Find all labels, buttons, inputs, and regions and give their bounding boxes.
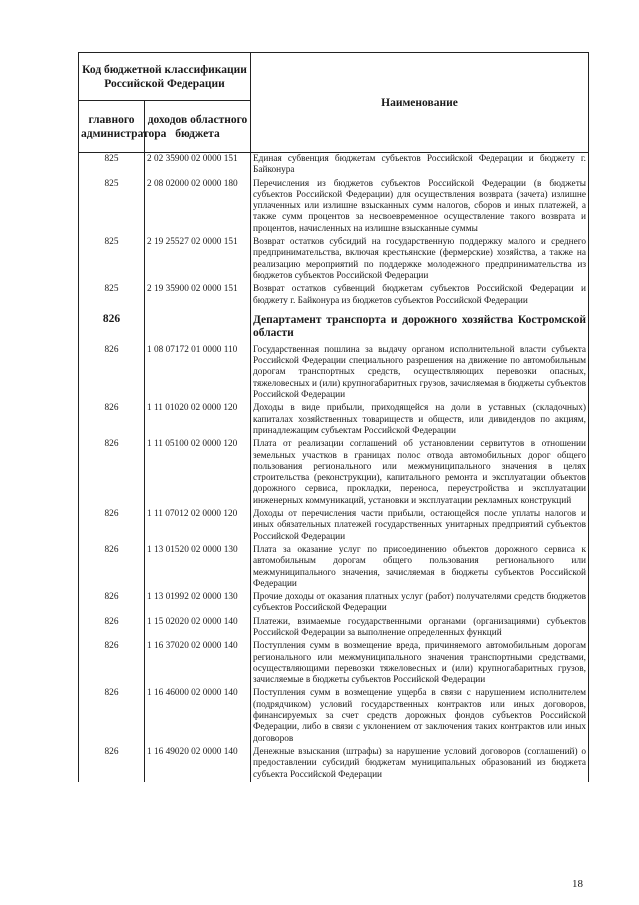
item-name: Перечисления из бюджетов субъектов Российской Федерации (в бюджеты субъектов Российской Федерации) для осуществления возврата (зачета) излишне уплаченных или излишне взысканных сумм налогов, сборов и иных платежей, а также сумм процентов за несвоевременное осуществление такого возврата и процентов, начисленных на излишне взысканные суммы xyxy=(251,178,589,236)
admin-code: 826 xyxy=(79,591,145,616)
item-name: Платежи, взимаемые государственными органами (организациями) субъектов Российской Федерации за выполнение определенных функций xyxy=(251,616,589,641)
income-code: 2 19 25527 02 0000 151 xyxy=(145,236,251,283)
income-code: 1 15 02020 02 0000 140 xyxy=(145,616,251,641)
page-number: 18 xyxy=(572,878,583,890)
income-code: 1 08 07172 01 0000 110 xyxy=(145,344,251,402)
admin-code: 825 xyxy=(79,178,145,236)
item-name: Возврат остатков субсидий на государственную поддержку малого и среднего предпринимательства, включая крестьянские (фермерские) хозяйства, а также на реализацию мероприятий по поддержке молодежного предпринимательства из бюджетов субъектов Российской Федерации xyxy=(251,236,589,283)
admin-code: 826 xyxy=(79,508,145,544)
income-code: 1 11 05100 02 0000 120 xyxy=(145,438,251,508)
table-row xyxy=(79,746,589,782)
table-row xyxy=(79,616,589,641)
admin-code: 826 xyxy=(79,746,145,782)
table-row xyxy=(79,591,589,616)
income-code: 1 11 01020 02 0000 120 xyxy=(145,402,251,438)
department-empty-cell xyxy=(145,308,251,344)
item-name: Прочие доходы от оказания платных услуг (работ) получателями средств бюджетов субъектов Российской Федерации xyxy=(251,591,589,616)
admin-code: 825 xyxy=(79,153,145,178)
table-row xyxy=(79,153,589,178)
item-name: Доходы от перечисления части прибыли, остающейся после уплаты налогов и иных обязательных платежей государственных унитарных предприятий субъектов Российской Федерации xyxy=(251,508,589,544)
admin-code: 826 xyxy=(79,402,145,438)
admin-code: 825 xyxy=(79,236,145,283)
item-name: Поступления сумм в возмещение вреда, причиняемого автомобильным дорогам регионального или межмуниципального значения транспортными средствами, осуществляющими перевозки тяжеловесных и (или) крупногабаритных грузов, зачисляемые в бюджеты субъектов Российской Федерации xyxy=(251,640,589,687)
admin-code: 825 xyxy=(79,283,145,308)
item-name: Денежные взыскания (штрафы) за нарушение условий договоров (соглашений) о предоставлении субсидий бюджетам муниципальных образований из бюджета субъекта Российской Федерации xyxy=(251,746,589,782)
header-group-title: Код бюджетной классификации Российской Федерации xyxy=(79,53,251,101)
department-name: Департамент транспорта и дорожного хозяйства Костромской области xyxy=(251,308,589,344)
table-header xyxy=(79,53,589,153)
table-row xyxy=(79,438,589,508)
income-code: 1 16 37020 02 0000 140 xyxy=(145,640,251,687)
income-code: 1 13 01520 02 0000 130 xyxy=(145,544,251,591)
income-code: 2 02 35900 02 0000 151 xyxy=(145,153,251,178)
item-name: Возврат остатков субвенций бюджетам субъектов Российской Федерации и бюджету г. Байконура из бюджетов субъектов Российской Федерации xyxy=(251,283,589,308)
admin-code: 826 xyxy=(79,344,145,402)
income-code: 1 16 46000 02 0000 140 xyxy=(145,687,251,745)
item-name: Плата за оказание услуг по присоединению объектов дорожного сервиса к автомобильным дорогам общего пользования регионального или межмуниципального значения, зачисляемая в бюджеты субъектов Российской Федерации xyxy=(251,544,589,591)
income-code: 2 08 02000 02 0000 180 xyxy=(145,178,251,236)
table-row xyxy=(79,544,589,591)
table-row xyxy=(79,687,589,745)
table-row xyxy=(79,508,589,544)
income-code: 1 13 01992 02 0000 130 xyxy=(145,591,251,616)
header-income: доходов областного бюджета xyxy=(145,101,251,153)
table-row xyxy=(79,402,589,438)
budget-code-table xyxy=(78,52,589,782)
income-code: 1 11 07012 02 0000 120 xyxy=(145,508,251,544)
table-row xyxy=(79,640,589,687)
item-name: Единая субвенция бюджетам субъектов Российской Федерации и бюджету г. Байконура xyxy=(251,153,589,178)
admin-code: 826 xyxy=(79,544,145,591)
admin-code: 826 xyxy=(79,438,145,508)
department-code: 826 xyxy=(79,308,145,344)
item-name: Плата от реализации соглашений об установлении сервитутов в отношении земельных участков в границах полос отвода автомобильных дорог общего пользования регионального или межмуниципального значения в целях строительства (реконструкции), капитального ремонта и эксплуатации объектов дорожного сервиса, прокладки, переноса, переустройства и эксплуатации инженерных коммуникаций, установки и эксплуатации рекламных конструкций xyxy=(251,438,589,508)
table-row xyxy=(79,283,589,308)
item-name: Доходы в виде прибыли, приходящейся на доли в уставных (складочных) капиталах хозяйственных товариществ и обществ, или дивидендов по акциям, принадлежащим субъектам Российской Федерации xyxy=(251,402,589,438)
item-name: Поступления сумм в возмещение ущерба в связи с нарушением исполнителем (подрядчиком) условий государственных контрактов или иных договоров, финансируемых за счет средств дорожных фондов субъектов Российской Федерации, либо в связи с уклонением от заключения таких контрактов или иных договоров xyxy=(251,687,589,745)
table-row xyxy=(79,344,589,402)
table-row xyxy=(79,178,589,236)
department-row xyxy=(79,308,589,344)
header-admin: главного администратора xyxy=(79,101,145,153)
header-name: Наименование xyxy=(251,53,589,153)
income-code: 2 19 35900 02 0000 151 xyxy=(145,283,251,308)
table-row xyxy=(79,236,589,283)
admin-code: 826 xyxy=(79,616,145,641)
admin-code: 826 xyxy=(79,640,145,687)
table-body xyxy=(79,153,589,782)
admin-code: 826 xyxy=(79,687,145,745)
income-code: 1 16 49020 02 0000 140 xyxy=(145,746,251,782)
item-name: Государственная пошлина за выдачу органом исполнительной власти субъекта Российской Федерации специального разрешения на движение по автомобильным дорогам транспортных средств, осуществляющих перевозки опасных, тяжеловесных и (или) крупногабаритных грузов, зачисляемая в бюджеты субъектов Российской Федерации xyxy=(251,344,589,402)
